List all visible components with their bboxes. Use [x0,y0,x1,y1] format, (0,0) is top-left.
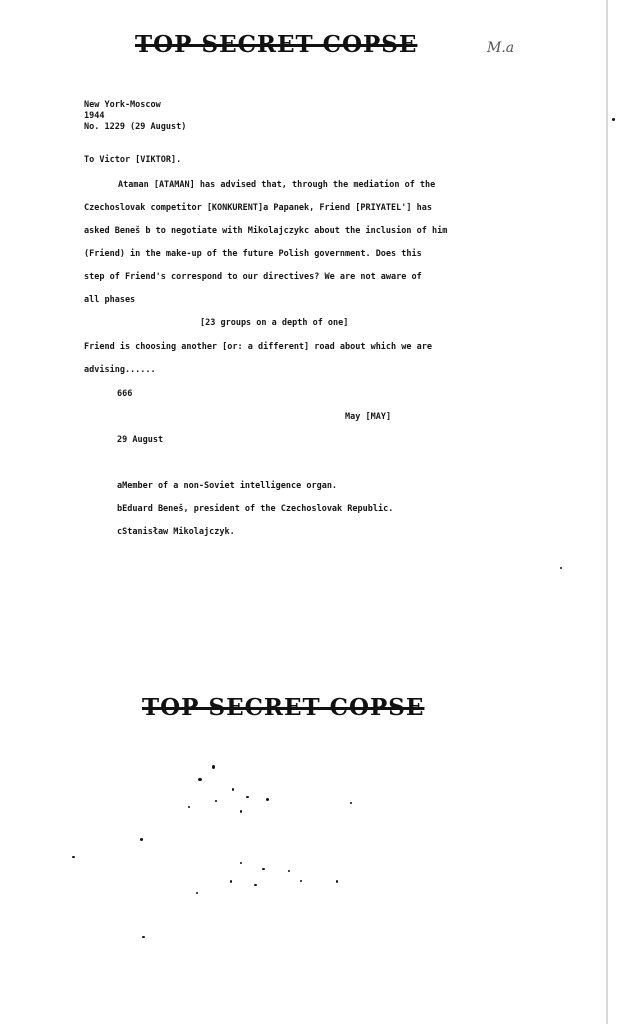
scan-speck [240,862,242,864]
header-year: 1944 [84,111,105,121]
scan-speck [300,880,302,882]
scan-speck [188,806,190,808]
scan-speck [230,880,232,883]
scan-speck [336,880,338,883]
scan-speck [212,765,215,769]
paragraph-line: step of Friend's correspond to our directives? We are not aware of [84,272,422,282]
footnote: cStanisław Mikolajczyk. [117,527,235,537]
scan-speck [560,567,562,569]
scan-speck [198,778,202,781]
addressee: To Victor [VIKTOR]. [84,155,182,165]
header-number: No. 1229 (29 August) [84,122,187,132]
scan-speck [262,868,265,870]
signature: May [MAY] [345,412,392,422]
scan-speck [196,892,198,894]
scan-speck [612,118,615,121]
scan-speck [246,796,249,798]
message-date: 29 August [117,435,164,445]
scan-speck [215,800,217,802]
scan-speck [72,856,75,858]
scan-speck [266,798,269,801]
paragraph-line: asked Beneš b to negotiate with Mikolajczykc about the inclusion of him [84,226,448,236]
paragraph-line: all phases [84,295,136,305]
classification-footer: TOP SECRET COPSE [142,694,425,721]
paragraph-line: (Friend) in the make-up of the future Polish government. Does this [84,249,422,259]
handwritten-note: M.a [487,40,515,56]
scan-speck [350,802,352,804]
scan-speck [288,870,290,872]
footnote: bEduard Beneš, president of the Czechoslovak Republic. [117,504,394,514]
scan-speck [254,884,257,886]
message-code: 666 [117,389,133,399]
paragraph-line: Ataman [ATAMAN] has advised that, through the mediation of the [118,180,436,190]
closing-line: Friend is choosing another [or: a different] road about which we are [84,342,432,352]
closing-line: advising...... [84,365,156,375]
page-edge-shadow [606,0,608,1024]
scan-speck [140,838,143,841]
paragraph-line: Czechoslovak competitor [KONKURENT]a Papanek, Friend [PRIYATEL'] has [84,203,432,213]
classification-header: TOP SECRET COPSE [135,31,418,58]
scan-speck [142,936,145,938]
footnote: aMember of a non-Soviet intelligence organ. [117,481,338,491]
scan-speck [240,810,242,813]
header-route: New York-Moscow [84,100,161,110]
groups-note: [23 groups on a depth of one] [200,318,349,328]
scan-speck [232,788,234,791]
